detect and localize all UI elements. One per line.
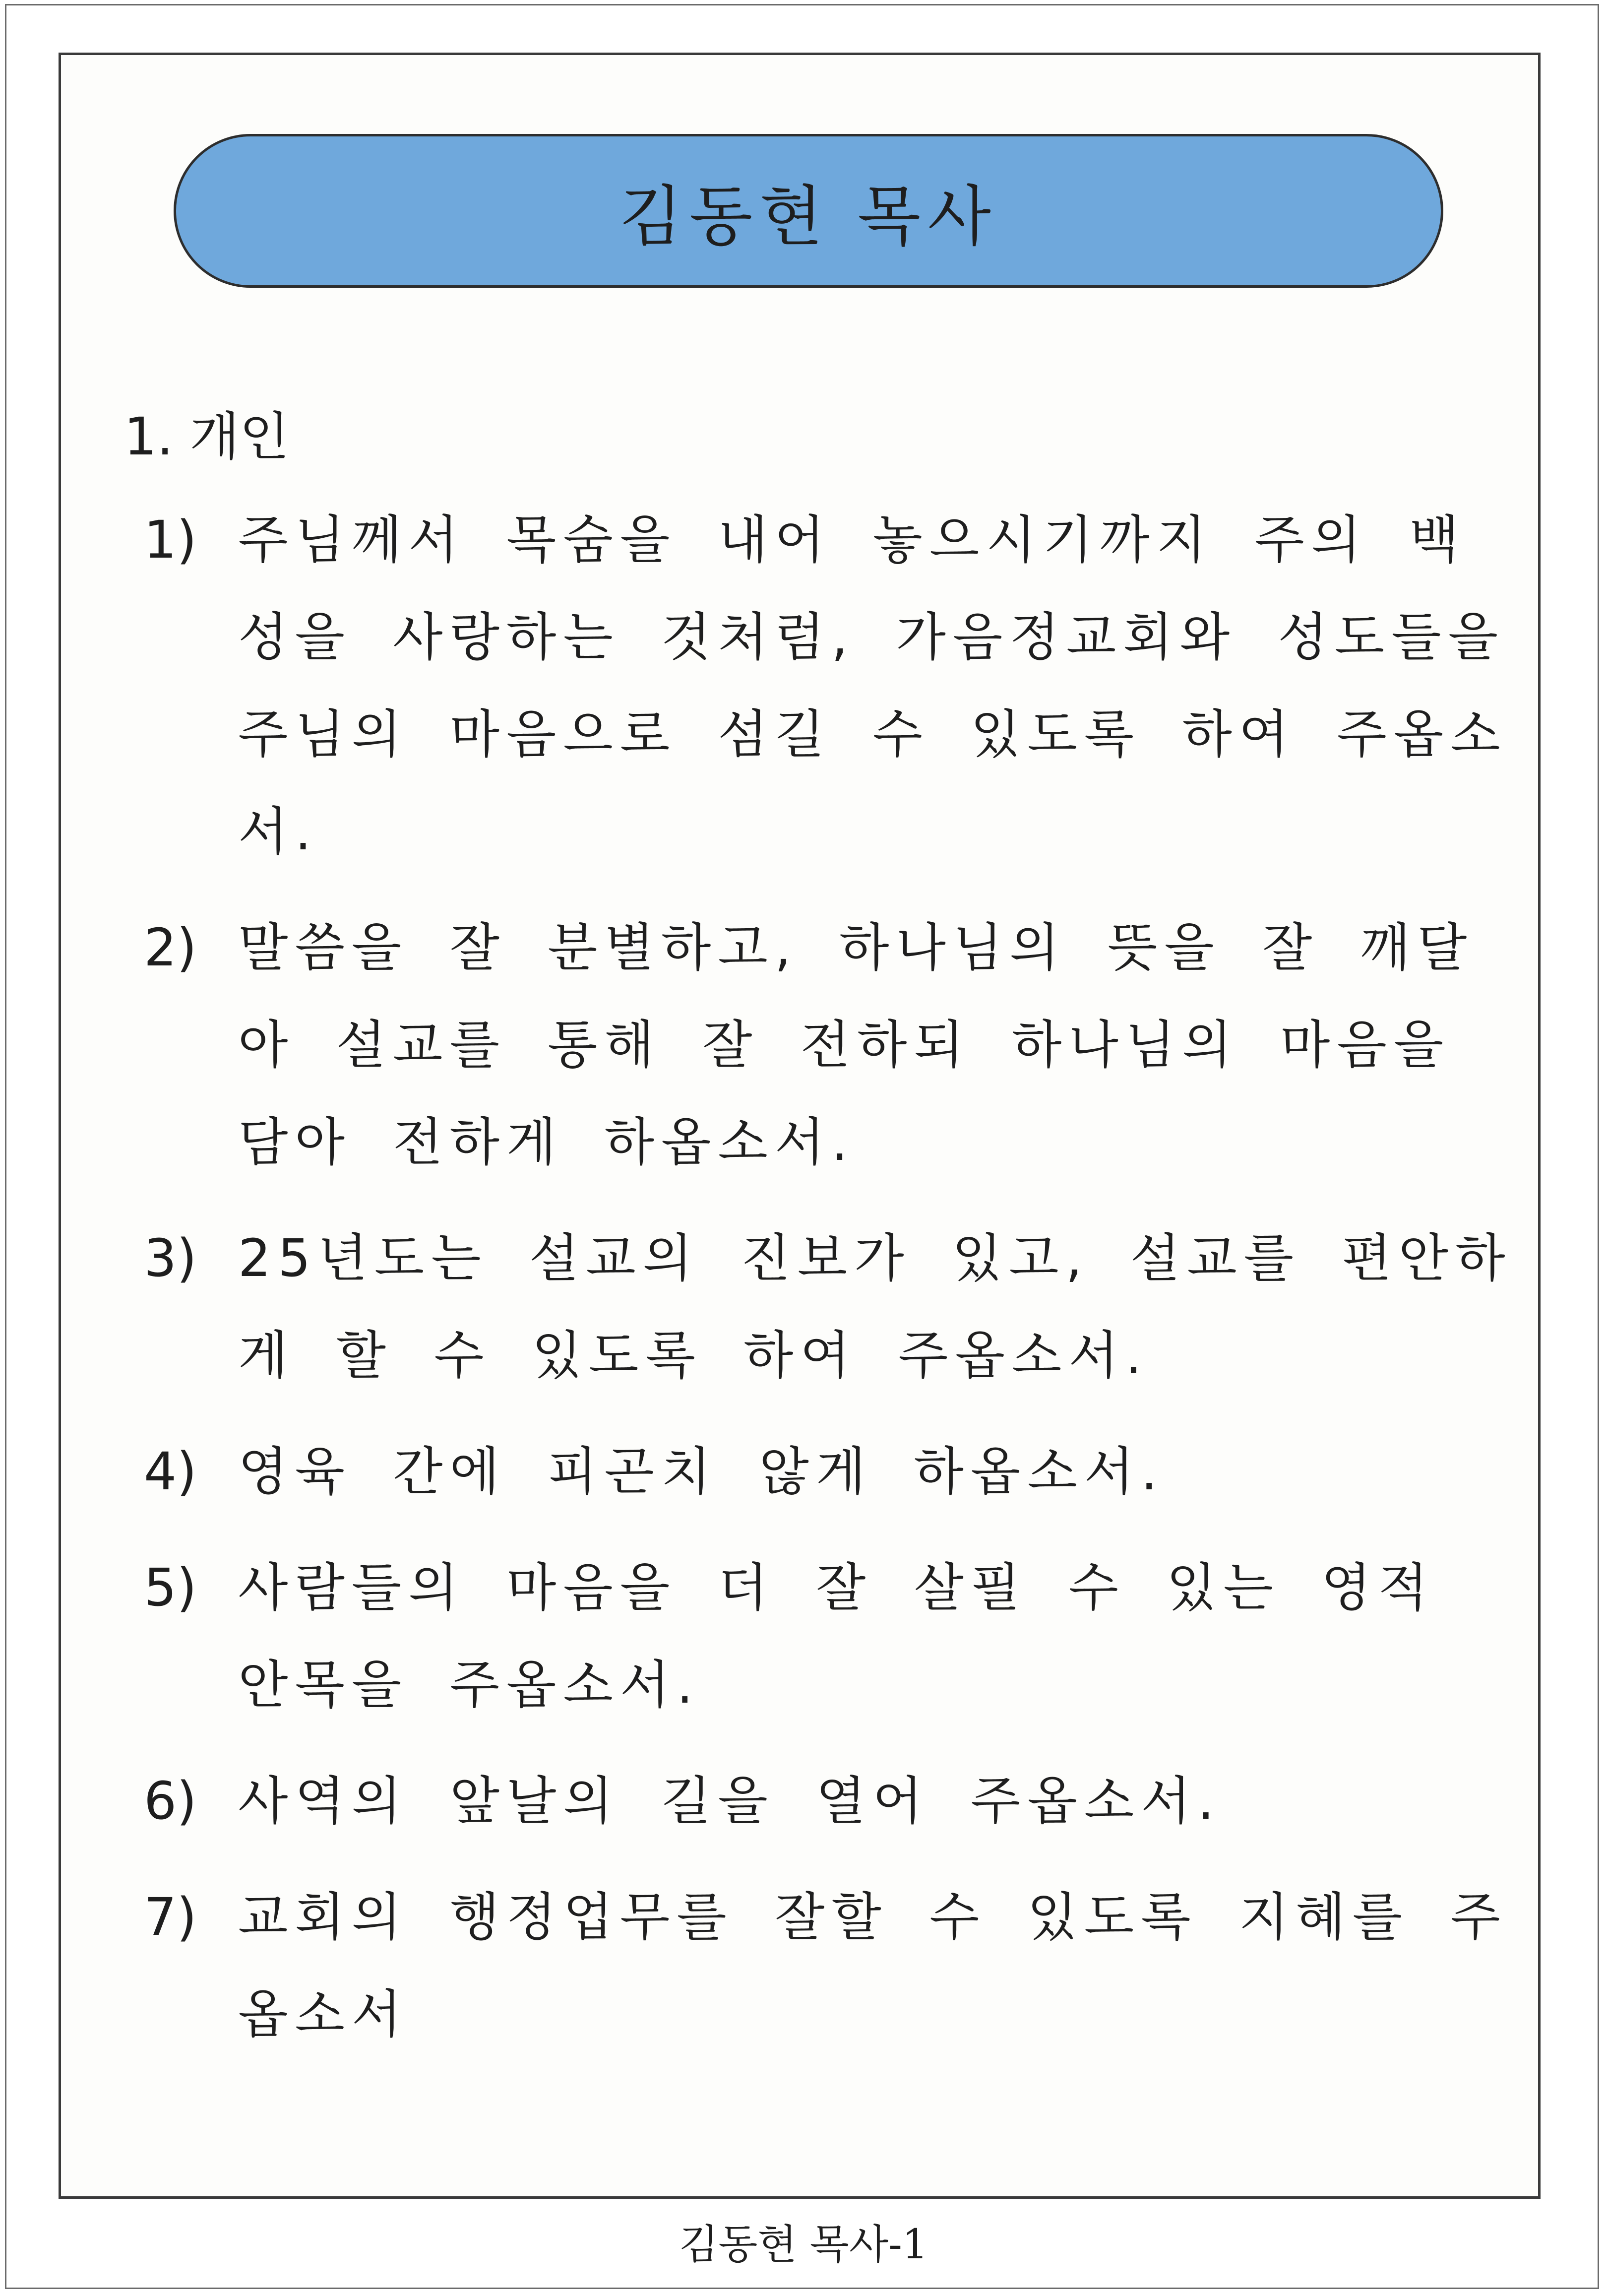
item-text: 말씀을 잘 분별하고, 하나님의 뜻을 잘 깨달아 설교를 통해 잘 전하되 하나님의 마음을 담아 전하게 하옵소서.	[238, 917, 1474, 1172]
item-text: 사역의 앞날의 길을 열어 주옵소서.	[238, 1771, 1221, 1831]
list-item	[144, 1539, 1528, 1733]
item-text: 영육 간에 피곤치 않게 하옵소서.	[238, 1441, 1165, 1502]
item-number: 6)	[144, 1771, 197, 1831]
item-text: 사람들의 마음을 더 잘 살필 수 있는 영적 안목을 주옵소서.	[238, 1557, 1435, 1715]
title-banner	[174, 134, 1443, 288]
item-number: 4)	[144, 1441, 197, 1502]
page-title: 김동현 목사	[619, 179, 998, 255]
list-item	[144, 1423, 1528, 1520]
list-item	[144, 899, 1528, 1191]
item-number: 2)	[144, 917, 197, 978]
list-item	[144, 1210, 1528, 1404]
item-number: 1)	[144, 510, 197, 570]
item-text: 교회의 행정업무를 잘할 수 있도록 지혜를 주옵소서	[238, 1887, 1507, 2044]
page-footer: 김동현 목사-1	[679, 2221, 928, 2268]
prayer-list	[144, 491, 1528, 2082]
list-item	[144, 491, 1528, 880]
item-number: 3)	[144, 1228, 197, 1288]
item-text: 25년도는 설교의 진보가 있고, 설교를 편안하게 할 수 있도록 하여 주옵소서.	[238, 1228, 1512, 1386]
item-text: 주님께서 목숨을 내어 놓으시기까지 주의 백성을 사랑하는 것처럼, 가음정교회와 성도들을 주님의 마음으로 섬길 수 있도록 하여 주옵소서.	[238, 510, 1507, 862]
section-heading: 1. 개인	[124, 406, 290, 467]
list-item	[144, 1868, 1528, 2063]
list-item	[144, 1752, 1528, 1850]
item-number: 5)	[144, 1557, 197, 1618]
item-number: 7)	[144, 1887, 197, 1947]
